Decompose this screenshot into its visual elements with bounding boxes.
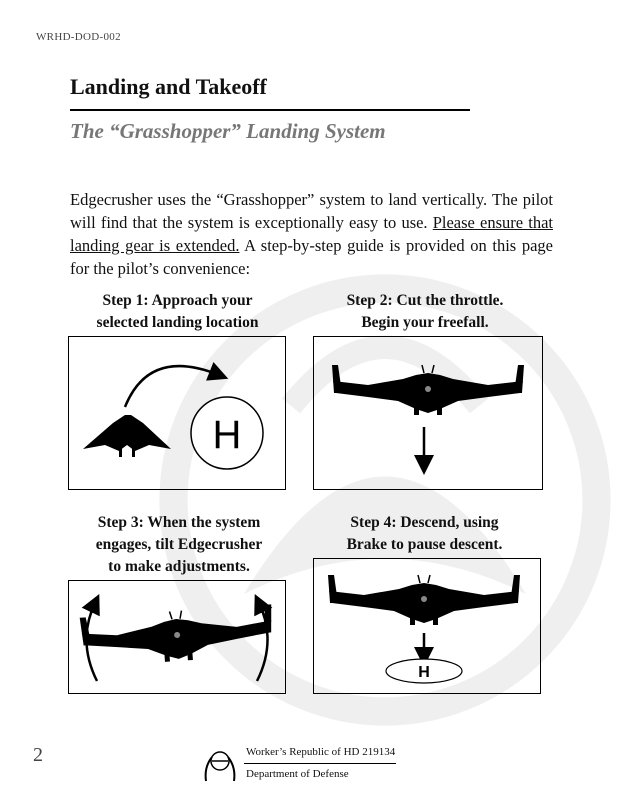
- arc-arrow-icon: [125, 366, 219, 407]
- page-subtitle: The “Grasshopper” Landing System: [70, 119, 386, 143]
- intro-paragraph: [70, 188, 553, 280]
- step-4-panel: [313, 558, 541, 694]
- helipad-large-icon: [191, 397, 263, 469]
- aircraft-top-icon: [83, 415, 171, 457]
- step-1-line-1: Step 1: Approach your: [102, 292, 253, 309]
- step-3-line-3: to make adjustments.: [108, 558, 250, 575]
- footer-divider: [244, 763, 396, 764]
- step-3-title: [70, 512, 288, 578]
- helipad-large-label: H: [212, 413, 242, 457]
- step-3-diagram: [69, 581, 285, 693]
- step-4-diagram: [314, 559, 540, 693]
- step-1-diagram: [69, 337, 285, 489]
- intro-warning: Please ensure that landing gear is extended.: [70, 213, 553, 255]
- step-1-panel: [68, 336, 286, 490]
- helipad-small-label: H: [418, 664, 430, 681]
- step-2-panel: [313, 336, 543, 490]
- intro-text-2: A step-by-step guide is provided on this page for the pilot’s convenience:: [70, 236, 553, 278]
- step-2-line-2: Begin your freefall.: [361, 314, 489, 331]
- seal-icon: [200, 747, 240, 783]
- step-4-title: [312, 512, 537, 556]
- title-divider: [70, 109, 470, 111]
- document-code: WRHD-DOD-002: [36, 31, 121, 43]
- page-title: Landing and Takeoff: [70, 74, 267, 99]
- aircraft-tilted-icon: [80, 604, 275, 667]
- step-1-line-2: selected landing location: [96, 314, 259, 331]
- page-number: 2: [33, 744, 43, 766]
- helipad-small-icon: [386, 659, 462, 683]
- step-3-line-2: engages, tilt Edgecrusher: [95, 536, 263, 553]
- step-4-line-2: Brake to pause descent.: [346, 536, 503, 553]
- step-2-line-1: Step 2: Cut the throttle.: [346, 292, 504, 309]
- footer-organization: Worker’s Republic of HD 219134: [246, 746, 396, 758]
- step-3-line-1: Step 3: When the system: [97, 514, 261, 531]
- step-3-panel: [68, 580, 286, 694]
- aircraft-front-icon: [328, 575, 520, 625]
- footer-department: Department of Defense: [246, 768, 349, 780]
- step-4-line-1: Step 4: Descend, using: [350, 514, 499, 531]
- aircraft-front-icon: [332, 365, 524, 415]
- step-1-title: [70, 290, 285, 334]
- step-2-title: [310, 290, 540, 334]
- intro-text-1: Edgecrusher uses the “Grasshopper” system to land vertically. The pilot will find that the system is exceptionally easy to use.: [70, 190, 553, 232]
- step-2-diagram: [314, 337, 542, 489]
